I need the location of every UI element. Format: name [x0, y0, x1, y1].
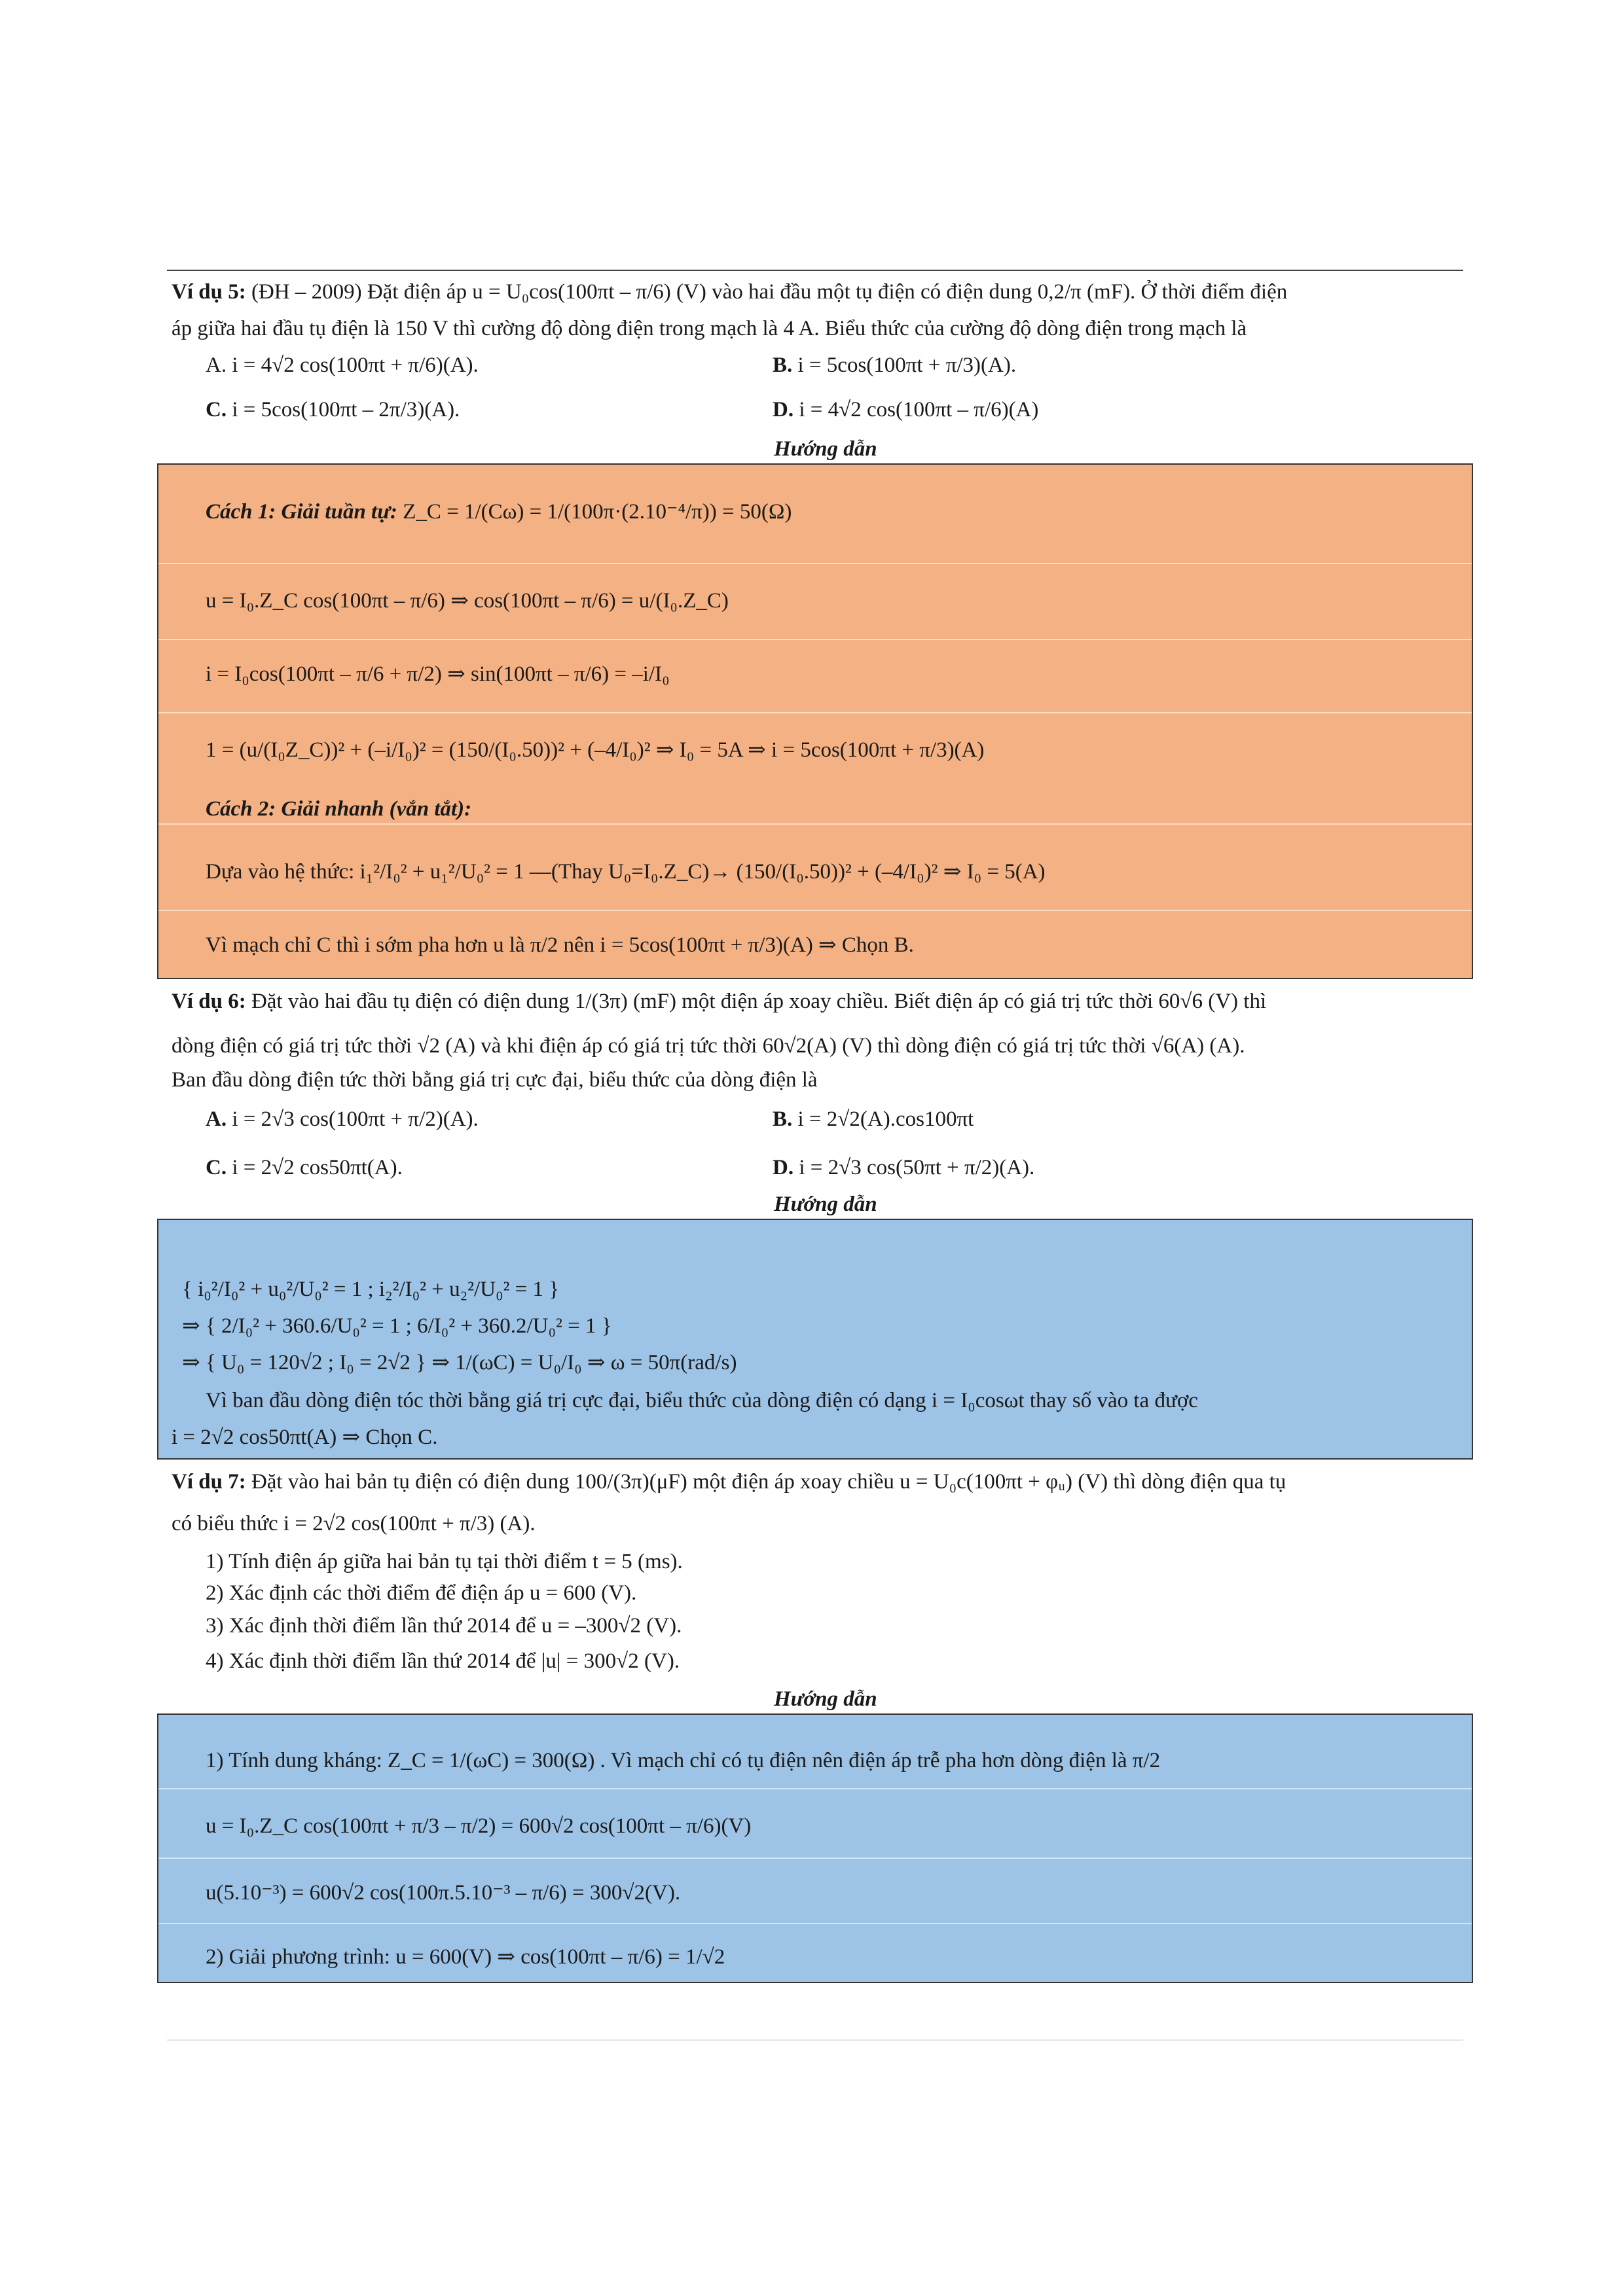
ex5-line2: áp giữa hai đầu tụ điện là 150 V thì cường độ dòng điện trong mạch là 4 A. Biểu thức của cường độ dòng điện trong mạch là — [172, 317, 1247, 340]
ex7-line2: có biểu thức i = 2√2 cos(100πt + π/3) (A). — [172, 1512, 536, 1535]
ex7-question-4: 4) Xác định thời điểm lần thứ 2014 để |u| = 300√2 (V). — [206, 1649, 680, 1673]
ex7-question-2: 2) Xác định các thời điểm để điện áp u = 600 (V). — [206, 1581, 637, 1605]
header-rule — [167, 270, 1463, 271]
ex6-line3: Ban đầu dòng điện tức thời bằng giá trị cực đại, biểu thức của dòng điện là — [172, 1068, 818, 1092]
ex6-system-1: { i₀²/I₀² + u₀²/U₀² = 1 ; i₂²/I₀² + u₂²/U₀² = 1 } — [182, 1278, 560, 1301]
ex6-option-c: C. i = 2√2 cos50πt(A). — [206, 1156, 403, 1179]
ex6-label: Ví dụ 6: — [172, 990, 246, 1013]
ex5-label: Ví dụ 5: — [172, 280, 246, 304]
ex6-text-1: Vì ban đầu dòng điện tóc thời bằng giá trị cực đại, biểu thức của dòng điện có dạng i = I₀cosωt thay số vào ta được — [206, 1389, 1198, 1412]
ex7-label: Ví dụ 7: — [172, 1470, 246, 1494]
ex5-solve-equation: 1 = (u/(I₀Z_C))² + (–i/I₀)² = (150/(I₀.50))² + (–4/I₀)² ⇒ I₀ = 5A ⇒ i = 5cos(100πt + π/3)(A) — [206, 738, 985, 762]
ex5-method2-formula: Dựa vào hệ thức: i₁²/I₀² + u₁²/U₀² = 1 —(Thay U₀=I₀.Z_C)→ (150/(I₀.50))² + (–4/I₀)² ⇒ I₀ = 5(A) — [206, 860, 1046, 884]
ex5-method1: Cách 1: Giải tuần tự: Z_C = 1/(Cω) = 1/(100π·(2.10⁻⁴/π)) = 50(Ω) — [206, 500, 792, 524]
ex5-option-b: B. i = 5cos(100πt + π/3)(A). — [773, 353, 1017, 377]
ex6-system-2: ⇒ { 2/I₀² + 360.6/U₀² = 1 ; 6/I₀² + 360.2/U₀² = 1 } — [182, 1314, 612, 1338]
ex6-line1: Ví dụ 6: Đặt vào hai đầu tụ điện có điện dung 1/(3π) (mF) một điện áp xoay chiều. Biết điện áp có giá trị tức thời 60√6 (V) thì — [172, 990, 1267, 1013]
ex5-i-equation: i = I₀cos(100πt – π/6 + π/2) ⇒ sin(100πt – π/6) = –i/I₀ — [206, 662, 670, 686]
ex5-option-c: C. i = 5cos(100πt – 2π/3)(A). — [206, 398, 460, 422]
ex6-guide-heading: Hướng dẫn — [774, 1193, 877, 1216]
ex7-step-4: 2) Giải phương trình: u = 600(V) ⇒ cos(100πt – π/6) = 1/√2 — [206, 1945, 725, 1969]
ex7-solution-box — [157, 1713, 1473, 1983]
ex5-line1: Ví dụ 5: (ĐH – 2009) Đặt điện áp u = U₀cos(100πt – π/6) (V) vào hai đầu một tụ điện có điện dung 0,2/π (mF). Ở thời điểm điện — [172, 280, 1288, 304]
ex6-option-d: D. i = 2√3 cos(50πt + π/2)(A). — [773, 1156, 1035, 1179]
ex5-solution-box — [157, 463, 1473, 979]
ex6-option-b: B. i = 2√2(A).cos100πt — [773, 1107, 974, 1131]
ex7-question-1: 1) Tính điện áp giữa hai bản tụ tại thời điểm t = 5 (ms). — [206, 1550, 683, 1573]
ex7-line1: Ví dụ 7: Đặt vào hai bản tụ điện có điện dung 100/(3π)(μF) một điện áp xoay chiều u = U₀c(100πt + φᵤ) (V) thì dòng điện qua tụ — [172, 1470, 1286, 1494]
ex7-guide-heading: Hướng dẫn — [774, 1687, 877, 1711]
ex6-solution-box — [157, 1219, 1473, 1460]
ex6-text-2: i = 2√2 cos50πt(A) ⇒ Chọn C. — [172, 1426, 438, 1449]
ex7-step-1: 1) Tính dung kháng: Z_C = 1/(ωC) = 300(Ω) . Vì mạch chỉ có tụ điện nên điện áp trễ pha hơn dòng điện là π/2 — [206, 1749, 1161, 1772]
ex6-system-3: ⇒ { U₀ = 120√2 ; I₀ = 2√2 } ⇒ 1/(ωC) = U₀/I₀ ⇒ ω = 50π(rad/s) — [182, 1351, 737, 1374]
ex5-method2: Cách 2: Giải nhanh (vắn tắt): — [206, 797, 472, 821]
ex6-line2: dòng điện có giá trị tức thời √2 (A) và khi điện áp có giá trị tức thời 60√2(A) (V) thì dòng điện có giá trị tức thời √6(A) (A). — [172, 1034, 1245, 1058]
ex5-conclusion: Vì mạch chỉ C thì i sớm pha hơn u là π/2 nên i = 5cos(100πt + π/3)(A) ⇒ Chọn B. — [206, 933, 914, 957]
ex7-step-3: u(5.10⁻³) = 600√2 cos(100π.5.10⁻³ – π/6) = 300√2(V). — [206, 1881, 681, 1905]
ex7-question-3: 3) Xác định thời điểm lần thứ 2014 để u = –300√2 (V). — [206, 1614, 682, 1638]
ex5-u-equation: u = I₀.Z_C cos(100πt – π/6) ⇒ cos(100πt – π/6) = u/(I₀.Z_C) — [206, 589, 729, 613]
ex5-option-a: A. i = 4√2 cos(100πt + π/6)(A). — [206, 353, 479, 377]
ex7-step-2: u = I₀.Z_C cos(100πt + π/3 – π/2) = 600√2 cos(100πt – π/6)(V) — [206, 1814, 752, 1838]
ex5-option-d: D. i = 4√2 cos(100πt – π/6)(A) — [773, 398, 1039, 422]
ex6-option-a: A. i = 2√3 cos(100πt + π/2)(A). — [206, 1107, 479, 1131]
ex5-guide-heading: Hướng dẫn — [774, 437, 877, 461]
footer-rule — [167, 2039, 1463, 2041]
